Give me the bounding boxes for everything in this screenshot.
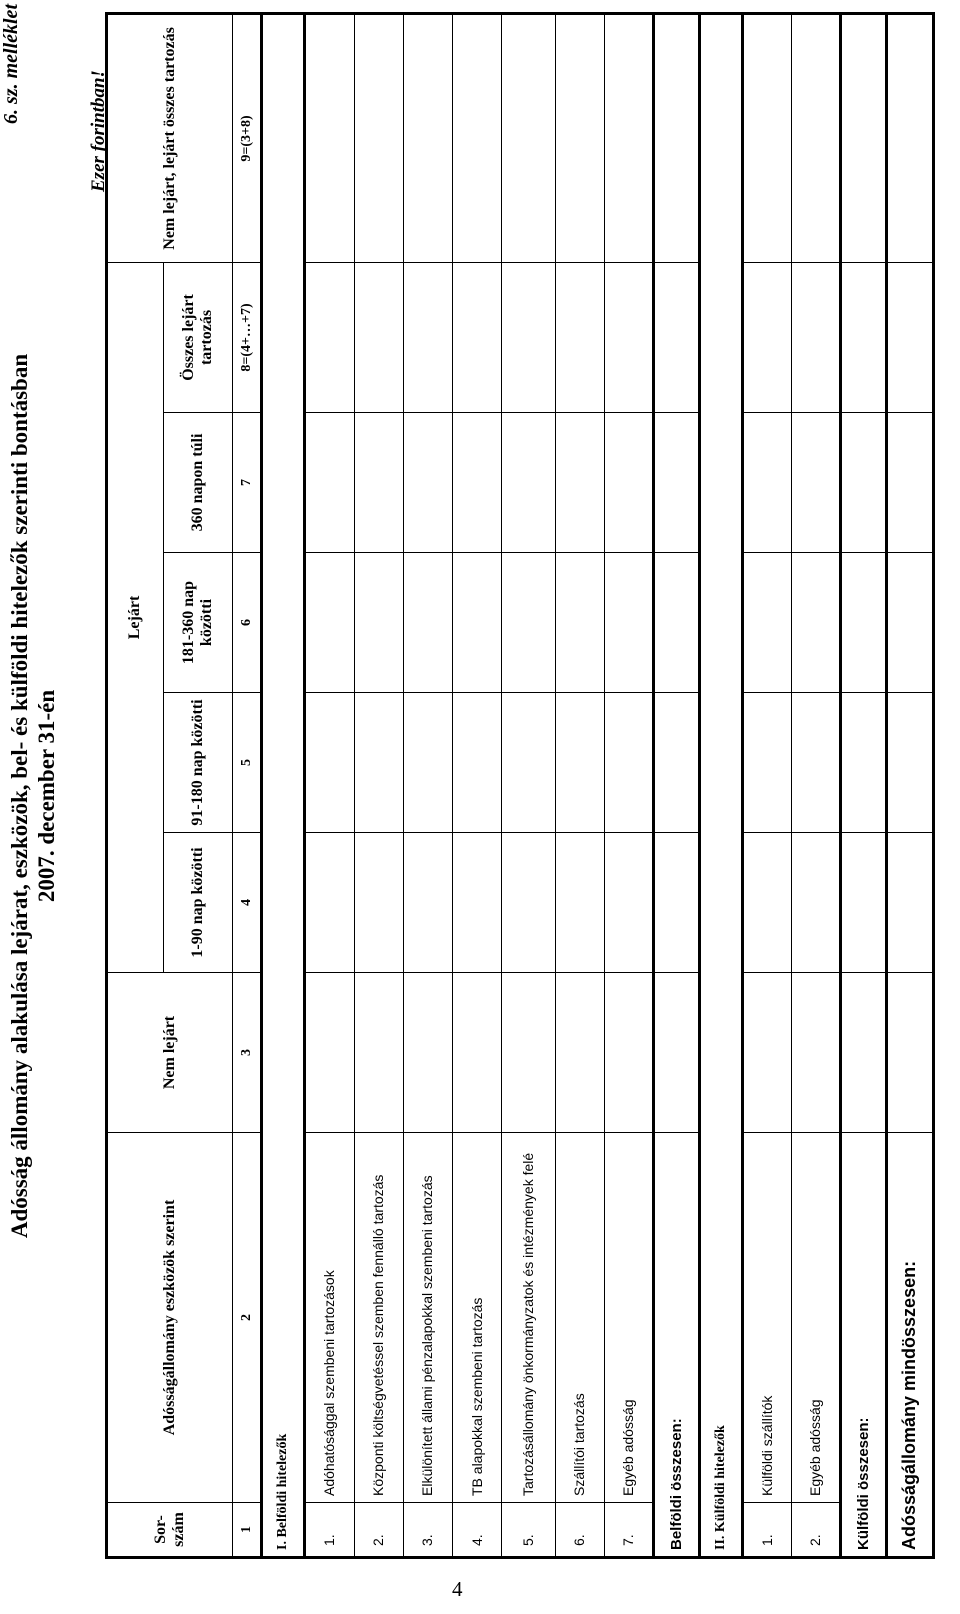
- cell-nem-lejart[interactable]: [654, 973, 699, 1133]
- cell-nem-lejart[interactable]: [605, 973, 654, 1133]
- row-label: Külföldi szállítók: [742, 1133, 791, 1503]
- cell-nem-lejart[interactable]: [453, 973, 502, 1133]
- cell-181-360[interactable]: [886, 553, 933, 693]
- cell-91-180[interactable]: [654, 693, 699, 833]
- row-number: 2.: [792, 1503, 841, 1558]
- cell-360[interactable]: [605, 413, 654, 553]
- cell-181-360[interactable]: [841, 553, 886, 693]
- header-osszes-lejart: Összes lejárt tartozás: [163, 262, 233, 412]
- table-row: [742, 13, 791, 1557]
- cell-osszes[interactable]: [841, 13, 886, 262]
- row-label: Központi költségvetéssel szemben fennálló tartozás: [354, 1133, 403, 1503]
- cell-nem-lejart[interactable]: [792, 973, 841, 1133]
- cell-91-180[interactable]: [841, 693, 886, 833]
- row-label: Szállítói tartozás: [555, 1133, 604, 1503]
- cell-360[interactable]: [742, 413, 791, 553]
- table-row: [305, 13, 354, 1557]
- colnum-6: 6: [233, 553, 262, 693]
- section-1-title-row: [262, 13, 305, 1557]
- row-label: Tartozásállomány önkormányzatok és intézmények felé: [502, 1133, 555, 1503]
- cell-nem-lejart[interactable]: [886, 973, 933, 1133]
- colnum-9: 9=(3+8): [233, 13, 262, 262]
- cell-360[interactable]: [305, 413, 354, 553]
- cell-osszes[interactable]: [555, 13, 604, 262]
- cell-1-90[interactable]: [792, 833, 841, 973]
- cell-osszes[interactable]: [742, 13, 791, 262]
- cell-osszes[interactable]: [792, 13, 841, 262]
- cell-osszes[interactable]: [654, 13, 699, 262]
- cell-360[interactable]: [555, 413, 604, 553]
- cell-osszes-lejart[interactable]: [886, 262, 933, 412]
- row-number: 5.: [502, 1503, 555, 1558]
- cell-nem-lejart[interactable]: [502, 973, 555, 1133]
- section-1-title: I. Belföldi hitelezők: [262, 13, 305, 1557]
- cell-osszes-lejart[interactable]: [792, 262, 841, 412]
- cell-91-180[interactable]: [453, 693, 502, 833]
- cell-nem-lejart[interactable]: [305, 973, 354, 1133]
- header-sorszam: Sor-szám: [107, 1503, 233, 1558]
- header-181-360: 181-360 nap közötti: [163, 553, 233, 693]
- cell-1-90[interactable]: [555, 833, 604, 973]
- table-row: [354, 13, 403, 1557]
- row-label: Egyéb adósság: [605, 1133, 654, 1503]
- cell-181-360[interactable]: [555, 553, 604, 693]
- cell-360[interactable]: [403, 413, 452, 553]
- cell-osszes-lejart[interactable]: [403, 262, 452, 412]
- grand-total-row: [886, 13, 933, 1557]
- cell-1-90[interactable]: [886, 833, 933, 973]
- kulfoldi-total-label: Külföldi összesen:: [841, 1133, 886, 1558]
- cell-360[interactable]: [502, 413, 555, 553]
- cell-181-360[interactable]: [742, 553, 791, 693]
- cell-osszes-lejart[interactable]: [555, 262, 604, 412]
- section-2-title: II. Külföldi hitelezők: [699, 13, 742, 1557]
- cell-360[interactable]: [654, 413, 699, 553]
- colnum-4: 4: [233, 833, 262, 973]
- cell-osszes-lejart[interactable]: [354, 262, 403, 412]
- cell-1-90[interactable]: [502, 833, 555, 973]
- cell-osszes[interactable]: [453, 13, 502, 262]
- cell-181-360[interactable]: [502, 553, 555, 693]
- cell-1-90[interactable]: [403, 833, 452, 973]
- cell-181-360[interactable]: [654, 553, 699, 693]
- row-number: 2.: [354, 1503, 403, 1558]
- cell-osszes-lejart[interactable]: [453, 262, 502, 412]
- cell-nem-lejart[interactable]: [403, 973, 452, 1133]
- header-row-1: [107, 13, 164, 1557]
- cell-osszes-lejart[interactable]: [605, 262, 654, 412]
- row-label: TB alapokkal szembeni tartozás: [453, 1133, 502, 1503]
- cell-nem-lejart[interactable]: [841, 973, 886, 1133]
- cell-nem-lejart[interactable]: [354, 973, 403, 1133]
- row-number: 6.: [555, 1503, 604, 1558]
- cell-91-180[interactable]: [886, 693, 933, 833]
- header-nem-lejart-osszes: Nem lejárt, lejárt összes tartozás: [107, 13, 233, 262]
- table-row: [792, 13, 841, 1557]
- table-row: [555, 13, 604, 1557]
- table-row: [605, 13, 654, 1557]
- cell-1-90[interactable]: [742, 833, 791, 973]
- document-title: [6, 0, 60, 1592]
- header-nem-lejart: Nem lejárt: [107, 973, 233, 1133]
- cell-osszes[interactable]: [354, 13, 403, 262]
- cell-91-180[interactable]: [502, 693, 555, 833]
- title-line-1: Adósság állomány alakulása lejárat, eszközök, bel- és külföldi hitelezők szerinti bontásban: [7, 353, 32, 1239]
- belfoldi-total-row: [654, 13, 699, 1557]
- row-label: Elkülönített állami pénzalapokkal szembeni tartozás: [403, 1133, 452, 1503]
- cell-360[interactable]: [453, 413, 502, 553]
- cell-360[interactable]: [792, 413, 841, 553]
- cell-1-90[interactable]: [305, 833, 354, 973]
- cell-nem-lejart[interactable]: [555, 973, 604, 1133]
- cell-osszes[interactable]: [886, 13, 933, 262]
- cell-91-180[interactable]: [354, 693, 403, 833]
- header-91-180: 91-180 nap közötti: [163, 693, 233, 833]
- cell-91-180[interactable]: [605, 693, 654, 833]
- cell-360[interactable]: [841, 413, 886, 553]
- row-number: 1.: [742, 1503, 791, 1558]
- colnum-3: 3: [233, 973, 262, 1133]
- row-number: 1.: [305, 1503, 354, 1558]
- colnum-1: 1: [233, 1503, 262, 1558]
- cell-91-180[interactable]: [792, 693, 841, 833]
- table-row: [453, 13, 502, 1557]
- cell-181-360[interactable]: [354, 553, 403, 693]
- cell-181-360[interactable]: [792, 553, 841, 693]
- belfoldi-total-label: Belföldi összesen:: [654, 1133, 699, 1558]
- cell-nem-lejart[interactable]: [742, 973, 791, 1133]
- cell-osszes[interactable]: [403, 13, 452, 262]
- header-360: 360 napon túli: [163, 413, 233, 553]
- cell-osszes-lejart[interactable]: [742, 262, 791, 412]
- cell-osszes-lejart[interactable]: [841, 262, 886, 412]
- cell-1-90[interactable]: [453, 833, 502, 973]
- row-label: Adóhatósággal szembeni tartozások: [305, 1133, 354, 1503]
- cell-1-90[interactable]: [654, 833, 699, 973]
- cell-osszes-lejart[interactable]: [502, 262, 555, 412]
- row-number: 3.: [403, 1503, 452, 1558]
- colnum-8: 8=(4+…+7): [233, 262, 262, 412]
- cell-91-180[interactable]: [742, 693, 791, 833]
- section-2-title-row: [699, 13, 742, 1557]
- debt-table: [105, 12, 935, 1559]
- cell-osszes[interactable]: [305, 13, 354, 262]
- table-row: [502, 13, 555, 1557]
- cell-osszes[interactable]: [502, 13, 555, 262]
- cell-1-90[interactable]: [605, 833, 654, 973]
- header-1-90: 1-90 nap közötti: [163, 833, 233, 973]
- cell-360[interactable]: [886, 413, 933, 553]
- colnum-5: 5: [233, 693, 262, 833]
- header-adossag: Adósságállomány eszközök szerint: [107, 1133, 233, 1503]
- annex-label: 6. sz. melléklet: [0, 4, 22, 124]
- grand-total-label: Adósságállomány mindösszesen:: [886, 1133, 933, 1558]
- cell-1-90[interactable]: [841, 833, 886, 973]
- cell-osszes-lejart[interactable]: [654, 262, 699, 412]
- cell-360[interactable]: [354, 413, 403, 553]
- unit-note: Ezer forintban!: [88, 70, 109, 192]
- cell-91-180[interactable]: [555, 693, 604, 833]
- colnum-2: 2: [233, 1133, 262, 1503]
- colnum-7: 7: [233, 413, 262, 553]
- cell-91-180[interactable]: [305, 693, 354, 833]
- row-label: Egyéb adósság: [792, 1133, 841, 1503]
- cell-181-360[interactable]: [403, 553, 452, 693]
- cell-181-360[interactable]: [305, 553, 354, 693]
- cell-osszes[interactable]: [605, 13, 654, 262]
- cell-1-90[interactable]: [354, 833, 403, 973]
- cell-181-360[interactable]: [453, 553, 502, 693]
- cell-91-180[interactable]: [403, 693, 452, 833]
- table-row: [403, 13, 452, 1557]
- kulfoldi-total-row: [841, 13, 886, 1557]
- row-number: 4.: [453, 1503, 502, 1558]
- column-number-row: [233, 13, 262, 1557]
- header-lejart: Lejárt: [107, 262, 164, 972]
- row-number: 7.: [605, 1503, 654, 1558]
- title-line-2: 2007. december 31-én: [34, 689, 59, 903]
- cell-181-360[interactable]: [605, 553, 654, 693]
- cell-osszes-lejart[interactable]: [305, 262, 354, 412]
- page-number: 4: [452, 1577, 463, 1601]
